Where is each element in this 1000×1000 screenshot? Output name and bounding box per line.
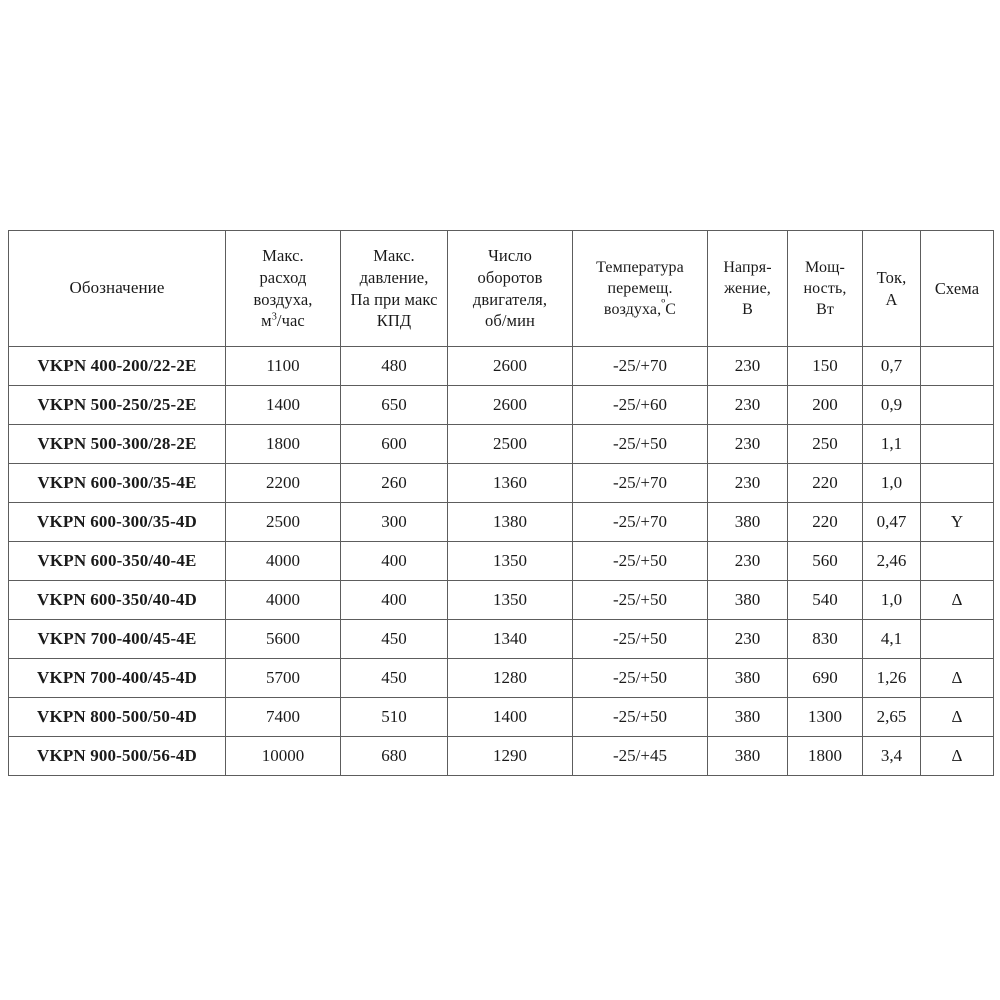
column-header-pressure (341, 231, 448, 347)
table-row (9, 542, 994, 581)
cell-power: 1300 (788, 698, 863, 737)
cell-press: 450 (341, 659, 448, 698)
table-body (9, 347, 994, 776)
cell-flow: 1400 (226, 386, 341, 425)
cell-temp: -25/+50 (573, 659, 708, 698)
cell-volt: 230 (708, 620, 788, 659)
cell-flow: 10000 (226, 737, 341, 776)
table-row (9, 620, 994, 659)
cell-press: 680 (341, 737, 448, 776)
cell-model-designation: VKPN 600-350/40-4E (9, 542, 226, 581)
column-header-voltage-label: Напря- жение, В (723, 258, 772, 319)
header-row (9, 231, 994, 347)
cell-model-designation: VKPN 700-400/45-4E (9, 620, 226, 659)
cell-rpm: 1380 (448, 503, 573, 542)
cell-volt: 230 (708, 425, 788, 464)
cell-cur: 2,46 (863, 542, 921, 581)
cell-flow: 2500 (226, 503, 341, 542)
cell-flow: 5700 (226, 659, 341, 698)
cell-volt: 230 (708, 464, 788, 503)
cell-rpm: 1280 (448, 659, 573, 698)
cell-temp: -25/+70 (573, 464, 708, 503)
cell-temp: -25/+50 (573, 620, 708, 659)
cell-power: 150 (788, 347, 863, 386)
cell-rpm: 1290 (448, 737, 573, 776)
cell-model-designation: VKPN 500-250/25-2E (9, 386, 226, 425)
cell-press: 300 (341, 503, 448, 542)
column-header-current-label: Ток, А (876, 267, 907, 309)
cell-temp: -25/+45 (573, 737, 708, 776)
column-header-temperature-label: Температура перемещ. воздуха,$^º$C (596, 258, 684, 319)
column-header-airflow (226, 231, 341, 347)
cell-cur: 3,4 (863, 737, 921, 776)
cell-press: 260 (341, 464, 448, 503)
cell-flow: 5600 (226, 620, 341, 659)
table-header (9, 231, 994, 347)
cell-model-designation: VKPN 400-200/22-2E (9, 347, 226, 386)
cell-power: 690 (788, 659, 863, 698)
cell-power: 250 (788, 425, 863, 464)
cell-scheme: Δ (921, 659, 994, 698)
cell-scheme (921, 464, 994, 503)
cell-power: 1800 (788, 737, 863, 776)
cell-volt: 230 (708, 542, 788, 581)
cell-volt: 230 (708, 347, 788, 386)
column-header-scheme (921, 231, 994, 347)
cell-model-designation: VKPN 600-350/40-4D (9, 581, 226, 620)
cell-scheme (921, 386, 994, 425)
fan-specifications-table (8, 230, 994, 776)
column-header-power (788, 231, 863, 347)
cell-press: 400 (341, 581, 448, 620)
cell-temp: -25/+70 (573, 503, 708, 542)
column-header-designation-label: Обозначение (69, 278, 165, 298)
cell-flow: 1100 (226, 347, 341, 386)
cell-rpm: 2600 (448, 347, 573, 386)
table-row (9, 659, 994, 698)
cell-scheme: Δ (921, 581, 994, 620)
cell-volt: 380 (708, 659, 788, 698)
cell-cur: 1,1 (863, 425, 921, 464)
cell-rpm: 1350 (448, 581, 573, 620)
cell-scheme (921, 425, 994, 464)
cell-temp: -25/+50 (573, 542, 708, 581)
cell-volt: 380 (708, 581, 788, 620)
cell-power: 830 (788, 620, 863, 659)
column-header-rpm (448, 231, 573, 347)
cell-rpm: 2600 (448, 386, 573, 425)
cell-power: 220 (788, 503, 863, 542)
cell-flow: 4000 (226, 542, 341, 581)
cell-temp: -25/+50 (573, 425, 708, 464)
spec-table-container (8, 230, 993, 776)
cell-volt: 380 (708, 503, 788, 542)
cell-cur: 0,47 (863, 503, 921, 542)
cell-power: 560 (788, 542, 863, 581)
column-header-temperature (573, 231, 708, 347)
cell-volt: 380 (708, 698, 788, 737)
cell-cur: 0,7 (863, 347, 921, 386)
cell-cur: 2,65 (863, 698, 921, 737)
cell-model-designation: VKPN 600-300/35-4E (9, 464, 226, 503)
cell-power: 220 (788, 464, 863, 503)
cell-rpm: 1350 (448, 542, 573, 581)
cell-volt: 380 (708, 737, 788, 776)
cell-press: 510 (341, 698, 448, 737)
cell-power: 540 (788, 581, 863, 620)
cell-temp: -25/+70 (573, 347, 708, 386)
column-header-airflow-label: Макс. расход воздуха, $м^3$/час (253, 245, 313, 331)
cell-model-designation: VKPN 800-500/50-4D (9, 698, 226, 737)
table-row (9, 581, 994, 620)
table-row (9, 503, 994, 542)
cell-cur: 1,0 (863, 464, 921, 503)
cell-cur: 1,0 (863, 581, 921, 620)
cell-model-designation: VKPN 600-300/35-4D (9, 503, 226, 542)
cell-scheme (921, 542, 994, 581)
cell-scheme: Δ (921, 698, 994, 737)
column-header-voltage (708, 231, 788, 347)
column-header-rpm-label: Число оборотов двигателя, об/мин (472, 245, 548, 331)
table-row (9, 698, 994, 737)
cell-model-designation: VKPN 900-500/56-4D (9, 737, 226, 776)
column-header-power-label: Мощ- ность, Вт (803, 258, 847, 319)
cell-cur: 1,26 (863, 659, 921, 698)
column-header-pressure-label: Макс. давление, Па при макс КПД (350, 245, 438, 331)
cell-model-designation: VKPN 500-300/28-2E (9, 425, 226, 464)
table-row (9, 347, 994, 386)
cell-model-designation: VKPN 700-400/45-4D (9, 659, 226, 698)
cell-rpm: 1400 (448, 698, 573, 737)
cell-temp: -25/+50 (573, 581, 708, 620)
cell-rpm: 2500 (448, 425, 573, 464)
cell-press: 400 (341, 542, 448, 581)
cell-press: 650 (341, 386, 448, 425)
table-row (9, 464, 994, 503)
cell-flow: 1800 (226, 425, 341, 464)
table-row (9, 737, 994, 776)
cell-flow: 2200 (226, 464, 341, 503)
cell-power: 200 (788, 386, 863, 425)
cell-volt: 230 (708, 386, 788, 425)
cell-rpm: 1360 (448, 464, 573, 503)
cell-scheme: Y (921, 503, 994, 542)
cell-scheme (921, 620, 994, 659)
cell-cur: 4,1 (863, 620, 921, 659)
cell-flow: 4000 (226, 581, 341, 620)
cell-temp: -25/+50 (573, 698, 708, 737)
column-header-designation (9, 231, 226, 347)
column-header-scheme-label: Схема (934, 278, 980, 298)
cell-rpm: 1340 (448, 620, 573, 659)
cell-cur: 0,9 (863, 386, 921, 425)
cell-press: 480 (341, 347, 448, 386)
cell-scheme: Δ (921, 737, 994, 776)
table-row (9, 425, 994, 464)
cell-press: 600 (341, 425, 448, 464)
cell-temp: -25/+60 (573, 386, 708, 425)
table-row (9, 386, 994, 425)
column-header-current (863, 231, 921, 347)
cell-press: 450 (341, 620, 448, 659)
cell-scheme (921, 347, 994, 386)
cell-flow: 7400 (226, 698, 341, 737)
